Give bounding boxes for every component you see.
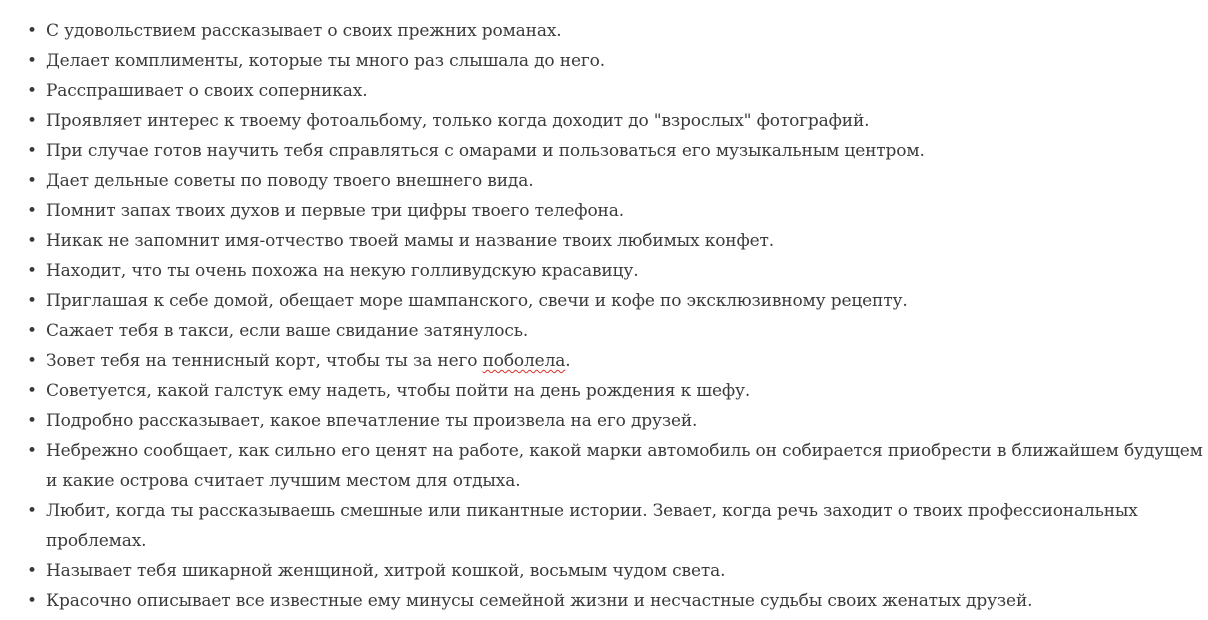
bullet-glyph: • [27,81,37,101]
list-item [27,556,1208,586]
bullet-glyph: • [27,501,37,521]
list-item-text: Приглашая к себе домой, обещает море шампанского, свечи и кофе по эксклюзивному рецепту. [46,291,908,311]
list-item-text: Дает дельные советы по поводу твоего внешнего вида. [46,171,534,191]
list-item [27,346,1208,376]
spellcheck-flagged-word[interactable]: поболела [482,351,566,371]
list-item [27,196,1208,226]
list-item [27,586,1208,616]
bullet-glyph: • [27,441,37,461]
list-item-text: Любит, когда ты рассказываешь смешные или пикантные истории. Зевает, когда речь заходит о твоих профессиональных проблемах. [46,501,1138,551]
list-item-text: Подробно рассказывает, какое впечатление ты произвела на его друзей. [46,411,698,431]
list-item [27,436,1208,496]
bullet-glyph: • [27,261,37,281]
bullet-glyph: • [27,351,37,371]
list-item-text: Находит, что ты очень похожа на некую голливудскую красавицу. [46,261,639,281]
list-item [27,46,1208,76]
list-item [27,286,1208,316]
bullet-glyph: • [27,141,37,161]
list-item-text: Красочно описывает все известные ему минусы семейной жизни и несчастные судьбы своих женатых друзей. [46,591,1033,611]
list-item-text: Советуется, какой галстук ему надеть, чтобы пойти на день рождения к шефу. [46,381,751,401]
bullet-glyph: • [27,411,37,431]
bullet-glyph: • [27,171,37,191]
list-item [27,376,1208,406]
bullet-glyph: • [27,21,37,41]
list-item [27,76,1208,106]
bullet-glyph: • [27,291,37,311]
list-item-text-after: . [565,351,571,371]
list-item-text: Проявляет интерес к твоему фотоальбому, только когда доходит до "взрослых" фотографий. [46,111,870,131]
list-item [27,496,1208,556]
list-item [27,106,1208,136]
list-item [27,16,1208,46]
list-item [27,256,1208,286]
bullet-glyph: • [27,51,37,71]
list-item [27,316,1208,346]
bullet-glyph: • [27,591,37,611]
list-item-text: Небрежно сообщает, как сильно его ценят на работе, какой марки автомобиль он собирается приобрести в ближайшем будущем и какие острова считает лучшим местом для отдыха. [46,441,1203,491]
list-item-text: При случае готов научить тебя справляться с омарами и пользоваться его музыкальным центром. [46,141,925,161]
list-item-text: Никак не запомнит имя-отчество твоей мамы и название твоих любимых конфет. [46,231,775,251]
bullet-glyph: • [27,321,37,341]
list-item-text: Расспрашивает о своих соперниках. [46,81,368,101]
list-item-text: Делает комплименты, которые ты много раз слышала до него. [46,51,605,71]
document-body [0,16,1208,616]
bullet-glyph: • [27,111,37,131]
list-item [27,226,1208,256]
list-item-text: Называет тебя шикарной женщиной, хитрой кошкой, восьмым чудом света. [46,561,726,581]
bullet-glyph: • [27,561,37,581]
bullet-glyph: • [27,381,37,401]
list-item-text: Сажает тебя в такси, если ваше свидание затянулось. [46,321,529,341]
list-item [27,406,1208,436]
list-item-text-before: Зовет тебя на теннисный корт, чтобы ты за него [46,351,483,371]
list-item-text: Помнит запах твоих духов и первые три цифры твоего телефона. [46,201,624,221]
list-item [27,166,1208,196]
bullet-glyph: • [27,231,37,251]
list-item [27,136,1208,166]
bullet-list [0,16,1208,616]
bullet-glyph: • [27,201,37,221]
list-item-text: С удовольствием рассказывает о своих прежних романах. [46,21,562,41]
